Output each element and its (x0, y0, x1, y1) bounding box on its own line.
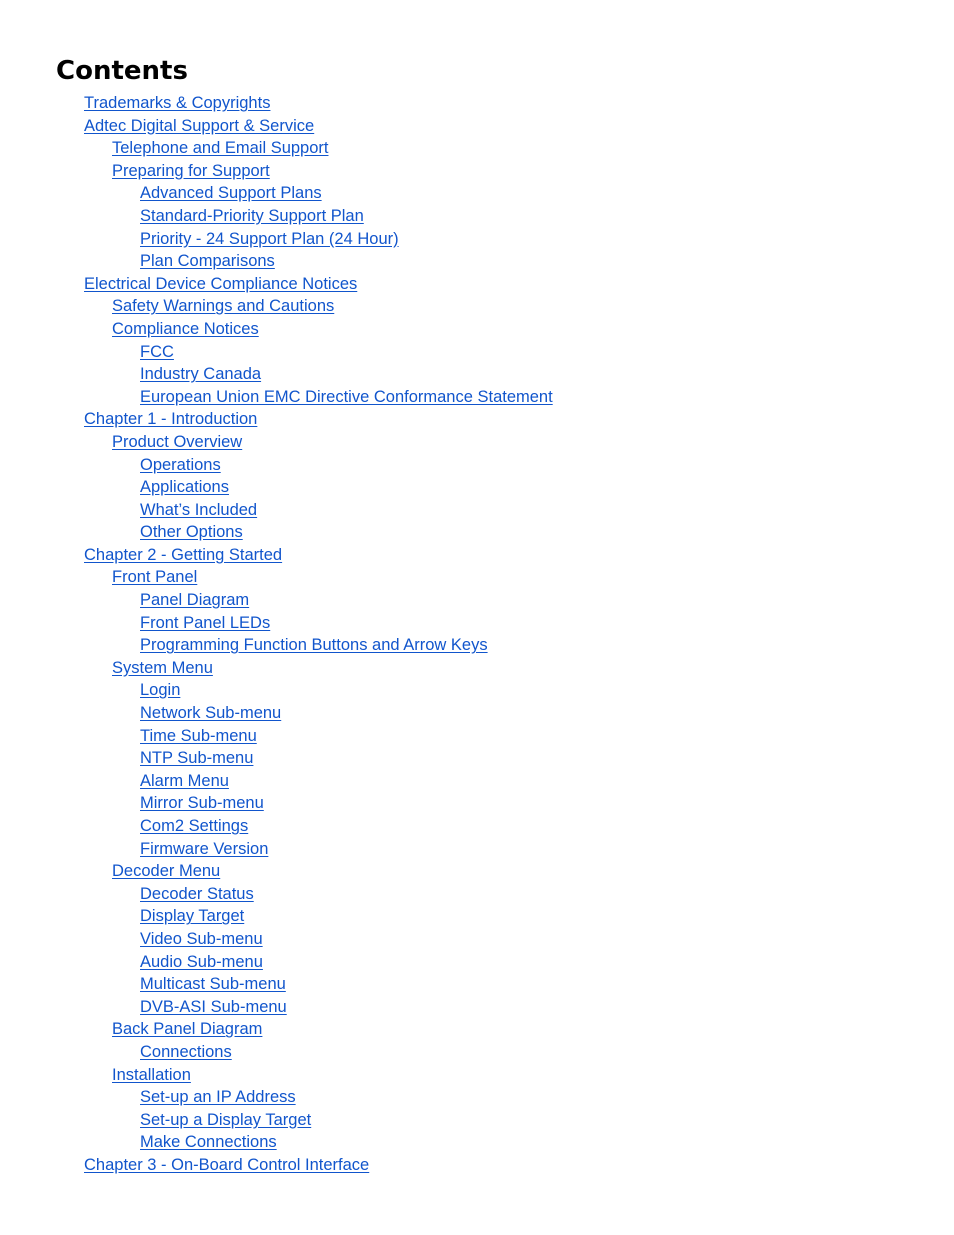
toc-entry (0, 250, 553, 273)
toc-link[interactable]: DVB-ASI Sub-menu (140, 997, 287, 1016)
toc-link[interactable]: Firmware Version (140, 839, 269, 858)
toc-link[interactable]: Product Overview (112, 432, 243, 451)
toc-entry (0, 115, 553, 138)
toc-link[interactable]: Mirror Sub-menu (140, 794, 264, 813)
toc-link[interactable]: Telephone and Email Support (112, 139, 329, 158)
toc-entry (0, 228, 553, 251)
toc-link[interactable]: Chapter 3 - On-Board Control Interface (84, 1155, 370, 1174)
toc-link[interactable]: Connections (140, 1042, 232, 1061)
toc-entry (0, 747, 553, 770)
toc-link[interactable]: Other Options (140, 523, 243, 542)
toc-entry (0, 838, 553, 861)
toc-entry (0, 341, 553, 364)
toc-link[interactable]: Set-up a Display Target (140, 1110, 312, 1129)
toc-entry (0, 1086, 553, 1109)
toc-entry (0, 1154, 553, 1177)
toc-entry (0, 1018, 553, 1041)
toc-link[interactable]: Login (140, 681, 181, 700)
toc-link[interactable]: What’s Included (140, 500, 258, 519)
toc-entry (0, 770, 553, 793)
toc-entry (0, 476, 553, 499)
toc-entry (0, 137, 553, 160)
toc-link[interactable]: Preparing for Support (112, 161, 270, 180)
toc-entry (0, 408, 553, 431)
toc-entry (0, 1131, 553, 1154)
toc-entry (0, 454, 553, 477)
toc-entry (0, 702, 553, 725)
toc-entry (0, 634, 553, 657)
toc-link[interactable]: Compliance Notices (112, 319, 259, 338)
toc-link[interactable]: Set-up an IP Address (140, 1088, 296, 1107)
toc-entry (0, 679, 553, 702)
toc-link[interactable]: Com2 Settings (140, 817, 249, 835)
toc-link[interactable]: NTP Sub-menu (140, 749, 254, 768)
toc-link[interactable]: Alarm Menu (140, 771, 229, 790)
toc-entry (0, 318, 553, 341)
toc-link[interactable]: Electrical Device Compliance Notices (84, 274, 358, 293)
toc-link[interactable]: European Union EMC Directive Conformance Statement (140, 387, 553, 406)
toc-link[interactable]: Decoder Menu (112, 862, 221, 881)
toc-entry (0, 431, 553, 454)
toc-entry (0, 725, 553, 748)
toc-link[interactable]: Panel Diagram (140, 591, 250, 610)
toc-link[interactable]: Back Panel Diagram (112, 1020, 263, 1039)
toc-link[interactable]: Front Panel (112, 568, 198, 587)
toc-entry (0, 363, 553, 386)
toc-entry (0, 160, 553, 183)
toc-link[interactable]: Advanced Support Plans (140, 184, 322, 203)
toc-link[interactable]: Chapter 1 - Introduction (84, 410, 258, 429)
toc-link[interactable]: Make Connections (140, 1133, 277, 1152)
toc-link[interactable]: Adtec Digital Support & Service (84, 116, 315, 135)
toc-link[interactable]: Priority - 24 Support Plan (24 Hour) (140, 229, 399, 248)
toc-entry (0, 386, 553, 409)
toc-link[interactable]: Programming Function Buttons and Arrow Keys (140, 636, 488, 655)
toc-entry (0, 92, 553, 115)
toc-link[interactable]: Chapter 2 - Getting Started (84, 545, 283, 564)
toc-link[interactable]: System Menu (112, 658, 213, 677)
toc-entry (0, 1064, 553, 1087)
toc-link[interactable]: Multicast Sub-menu (140, 975, 286, 994)
toc-link[interactable]: Time Sub-menu (140, 726, 257, 745)
toc-link[interactable]: Applications (140, 478, 229, 497)
toc-entry (0, 905, 553, 928)
toc-entry (0, 792, 553, 815)
toc-link[interactable]: Display Target (140, 907, 245, 926)
toc-entry (0, 883, 553, 906)
toc-link[interactable]: Network Sub-menu (140, 704, 282, 723)
toc-entry (0, 521, 553, 544)
toc-link[interactable]: Industry Canada (140, 365, 262, 384)
toc-link[interactable]: Installation (112, 1065, 191, 1084)
toc-entry (0, 273, 553, 296)
toc-entry (0, 589, 553, 612)
toc-entry (0, 544, 553, 567)
toc-entry (0, 612, 553, 635)
toc-entry (0, 499, 553, 522)
toc-link[interactable]: Operations (140, 455, 221, 474)
toc-entry (0, 860, 553, 883)
toc-link[interactable]: Safety Warnings and Cautions (112, 297, 335, 316)
toc-entry (0, 928, 553, 951)
toc-entry (0, 815, 553, 838)
toc-entry (0, 295, 553, 318)
toc-link[interactable]: FCC (140, 342, 174, 361)
toc-link[interactable]: Front Panel LEDs (140, 613, 271, 632)
toc-link[interactable]: Plan Comparisons (140, 252, 275, 271)
table-of-contents (0, 92, 553, 1177)
toc-link[interactable]: Decoder Status (140, 884, 254, 903)
toc-entry (0, 566, 553, 589)
toc-entry (0, 1041, 553, 1064)
toc-link[interactable]: Audio Sub-menu (140, 952, 263, 971)
toc-entry (0, 657, 553, 680)
toc-entry (0, 205, 553, 228)
toc-entry (0, 1109, 553, 1132)
toc-entry (0, 973, 553, 996)
toc-entry (0, 182, 553, 205)
toc-link[interactable]: Standard-Priority Support Plan (140, 206, 364, 225)
toc-entry (0, 996, 553, 1019)
toc-link[interactable]: Video Sub-menu (140, 929, 263, 948)
page-title: Contents (56, 56, 188, 86)
toc-link[interactable]: Trademarks & Copyrights (84, 94, 271, 112)
toc-entry (0, 951, 553, 974)
